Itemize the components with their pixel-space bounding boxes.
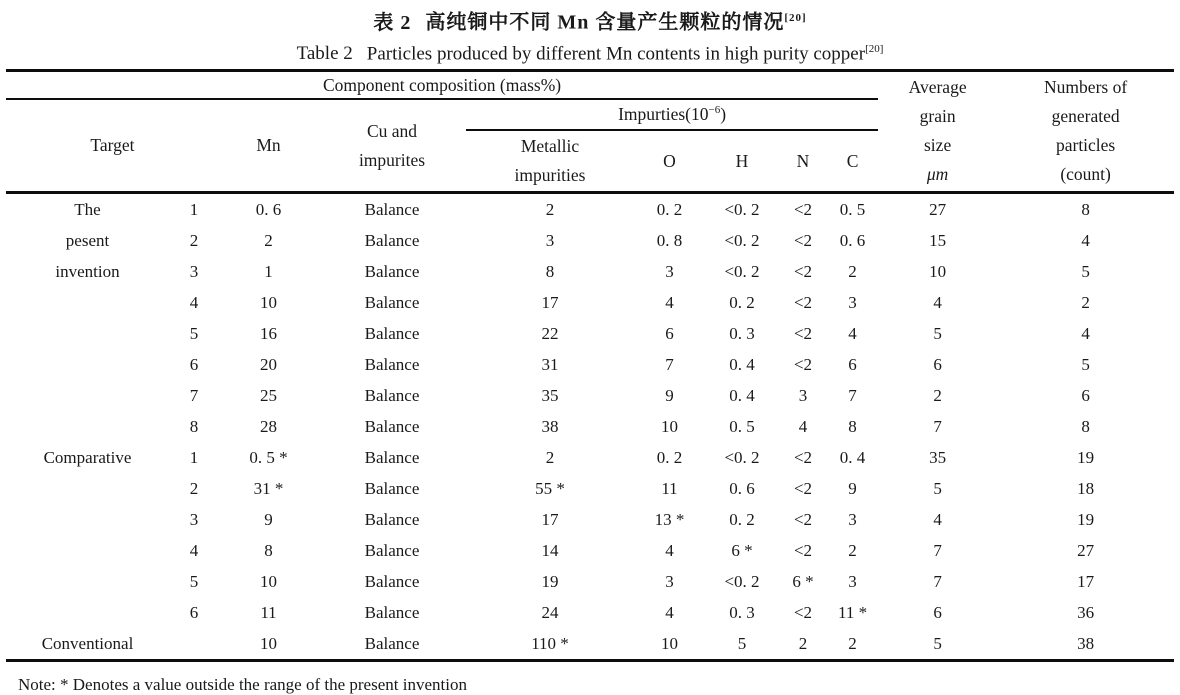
cell-h: 0. 4 [729, 385, 755, 405]
table-row [6, 628, 1174, 661]
cell-n: <2 [793, 354, 813, 374]
cell-c: 7 [848, 385, 857, 405]
table-row [6, 380, 1174, 411]
cell-average-grain-size: 6 [933, 602, 942, 622]
cell-o: 0. 2 [656, 447, 683, 467]
cell-generated-particles: 8 [1081, 416, 1090, 436]
cell-mn: 9 [264, 509, 273, 529]
cell-o: 10 [661, 416, 678, 436]
cell-generated-particles: 2 [1081, 292, 1090, 312]
cell-average-grain-size: 5 [933, 633, 942, 653]
table-row [6, 411, 1174, 442]
cell-o: 6 [665, 323, 674, 343]
cell-h: 0. 2 [729, 292, 755, 312]
carbon-header: C [827, 130, 878, 192]
cell-metallic-impurities: 55 * [535, 478, 565, 498]
cell-h: 0. 6 [729, 478, 755, 498]
table-row [6, 318, 1174, 349]
cell-metallic-impurities: 2 [545, 447, 555, 467]
cell-mn: 28 [260, 416, 277, 436]
cell-no: 8 [189, 416, 199, 436]
cell-mn: 16 [260, 323, 277, 343]
cell-no: 1 [189, 447, 199, 467]
cell-mn: 0. 5 * [249, 447, 288, 467]
cell-no: 5 [189, 323, 199, 343]
cell-mn: 8 [264, 540, 273, 560]
cell-c: 3 [848, 571, 857, 591]
cell-c: 0. 4 [839, 447, 866, 467]
cell-mn: 2 [264, 230, 273, 250]
table-row [6, 442, 1174, 473]
cell-cu-and-impurites: Balance [364, 447, 420, 467]
table-title-zh [0, 5, 1180, 36]
cell-metallic-impurities: 19 [541, 571, 559, 591]
cell-average-grain-size: 2 [933, 385, 942, 405]
cell-average-grain-size: 4 [933, 509, 942, 529]
table-row [6, 256, 1174, 287]
cell-c: 0. 6 [839, 230, 866, 250]
oxygen-header: O [634, 130, 705, 192]
cell-n: <2 [793, 478, 813, 498]
cell-generated-particles: 4 [1081, 323, 1090, 343]
cell-o: 11 [661, 478, 678, 498]
cell-average-grain-size: 15 [929, 230, 947, 250]
cell-mn: 0. 6 [255, 199, 282, 219]
cell-target [6, 349, 169, 380]
cell-h: 0. 5 [729, 416, 755, 436]
cell-cu-and-impurites: Balance [364, 261, 420, 281]
cell-cu-and-impurites: Balance [364, 540, 420, 560]
cell-h: <0. 2 [724, 447, 760, 467]
cell-n: <2 [793, 602, 813, 622]
table-row [6, 349, 1174, 380]
cell-n: 3 [798, 385, 808, 405]
cell-mn: 20 [260, 354, 277, 374]
cell-generated-particles: 19 [1077, 447, 1095, 467]
cell-average-grain-size: 10 [929, 261, 947, 281]
cell-metallic-impurities: 8 [545, 261, 555, 281]
cell-n: <2 [793, 292, 813, 312]
table-row [6, 597, 1174, 628]
table-title-en [0, 36, 1180, 67]
title-zh-number: 表 2 [373, 11, 412, 34]
cell-o: 3 [665, 571, 674, 591]
cell-mn: 10 [260, 292, 277, 312]
table-header [6, 70, 1174, 192]
cell-n: <2 [793, 199, 813, 219]
cell-target [6, 566, 169, 597]
title-en-number: Table 2 [296, 42, 353, 64]
table-row [6, 504, 1174, 535]
cell-metallic-impurities: 31 [541, 354, 559, 374]
impurities-header-exponent: −6 [708, 104, 721, 117]
cell-generated-particles: 5 [1081, 354, 1090, 374]
cell-generated-particles: 27 [1077, 540, 1095, 560]
header-line: impurities [514, 165, 586, 186]
cell-c: 3 [848, 292, 857, 312]
cell-metallic-impurities: 2 [545, 199, 555, 219]
nitrogen-header: N [779, 130, 827, 192]
cell-cu-and-impurites: Balance [364, 292, 420, 312]
cell-o: 4 [665, 292, 674, 312]
mn-header: Mn [219, 99, 318, 192]
cell-no: 6 [189, 602, 199, 622]
cell-target: invention [55, 261, 120, 281]
cell-average-grain-size: 35 [929, 447, 947, 467]
cell-n: <2 [793, 540, 813, 560]
header-line: Numbers of [1044, 77, 1128, 98]
cell-target [6, 380, 169, 411]
table-row [6, 192, 1174, 225]
cell-average-grain-size: 4 [933, 292, 942, 312]
cell-cu-and-impurites: Balance [364, 199, 420, 219]
title-zh-citation: [20] [784, 12, 807, 24]
cell-c: 8 [848, 416, 857, 436]
cell-target: Conventional [41, 633, 134, 653]
cell-generated-particles: 38 [1077, 633, 1095, 653]
cell-metallic-impurities: 24 [541, 602, 559, 622]
cell-generated-particles: 5 [1081, 261, 1090, 281]
cell-c: 3 [848, 509, 857, 529]
cell-no: 6 [189, 354, 199, 374]
cell-h: 5 [737, 633, 747, 653]
cell-h: <0. 2 [724, 261, 760, 281]
header-line: generated [1051, 106, 1120, 127]
cell-average-grain-size: 7 [933, 540, 942, 560]
cell-n: <2 [793, 509, 813, 529]
cell-c: 11 * [837, 602, 868, 622]
cell-h: 0. 3 [729, 323, 755, 343]
cell-cu-and-impurites: Balance [364, 509, 420, 529]
cell-no: 1 [189, 199, 199, 219]
hydrogen-header: H [705, 130, 779, 192]
cell-metallic-impurities: 110 * [531, 633, 569, 653]
table-footnote: Note: * Denotes a value outside the range of the present invention [18, 674, 467, 694]
cell-generated-particles: 4 [1081, 230, 1090, 250]
cell-generated-particles: 18 [1077, 478, 1095, 498]
cell-n: <2 [793, 447, 813, 467]
cell-metallic-impurities: 22 [541, 323, 559, 343]
cell-o: 4 [665, 602, 674, 622]
cell-no: 7 [189, 385, 199, 405]
cell-c: 6 [848, 354, 857, 374]
title-zh-text: 高纯铜中不同 Mn 含量产生颗粒的情况 [425, 11, 785, 34]
cell-c: 4 [848, 323, 857, 343]
cell-o: 7 [665, 354, 674, 374]
cell-h: 0. 2 [729, 509, 755, 529]
cell-h: 0. 4 [729, 354, 755, 374]
cell-n: 6 * [792, 571, 814, 591]
header-line: size [924, 135, 952, 156]
title-en-text: Particles produced by different Mn contents in high purity copper [366, 42, 866, 64]
cell-cu-and-impurites: Balance [364, 571, 420, 591]
cell-target: Comparative [43, 447, 132, 467]
cell-metallic-impurities: 17 [541, 292, 559, 312]
cell-cu-and-impurites: Balance [364, 385, 420, 405]
cell-cu-and-impurites: Balance [364, 602, 420, 622]
cell-generated-particles: 19 [1077, 509, 1095, 529]
cell-metallic-impurities: 38 [541, 416, 559, 436]
cell-generated-particles: 36 [1077, 602, 1095, 622]
cell-h: <0. 2 [724, 571, 760, 591]
table-row [6, 535, 1174, 566]
cell-target [6, 597, 169, 628]
cell-n: <2 [793, 323, 813, 343]
cell-o: 13 * [654, 509, 685, 529]
cell-cu-and-impurites: Balance [364, 416, 420, 436]
cell-c: 9 [848, 478, 857, 498]
cell-o: 10 [661, 633, 678, 653]
header-line: Metallic [520, 136, 580, 157]
cell-average-grain-size: 5 [933, 478, 942, 498]
cell-cu-and-impurites: Balance [364, 354, 420, 374]
generated-particles-header [997, 70, 1174, 192]
table-row [6, 225, 1174, 256]
title-en-citation: [20] [865, 42, 884, 55]
cell-metallic-impurities: 17 [541, 509, 559, 529]
impurities-header-paren: ) [720, 104, 727, 125]
cell-target [6, 535, 169, 566]
metallic-impurities-header [466, 130, 634, 192]
table-row [6, 473, 1174, 504]
cell-target [6, 411, 169, 442]
cell-no: 2 [189, 478, 199, 498]
cell-generated-particles: 6 [1081, 385, 1090, 405]
cell-average-grain-size: 7 [933, 571, 942, 591]
table-row [6, 287, 1174, 318]
cell-mn: 11 [260, 602, 277, 622]
cell-cu-and-impurites: Balance [364, 633, 420, 653]
header-line: grain [919, 106, 956, 127]
cell-no: 2 [189, 230, 199, 250]
cell-o: 9 [665, 385, 674, 405]
cell-target: pesent [65, 230, 110, 250]
cell-h: 0. 3 [729, 602, 755, 622]
cell-no: 5 [189, 571, 199, 591]
header-line: particles [1055, 135, 1116, 156]
cell-mn: 10 [260, 571, 277, 591]
cell-generated-particles: 8 [1081, 199, 1090, 219]
cell-target: The [74, 199, 101, 219]
header-line: impurites [358, 149, 426, 170]
header-line: (count) [1060, 164, 1111, 185]
cell-cu-and-impurites: Balance [364, 478, 420, 498]
average-grain-size-header [878, 70, 997, 192]
cell-n: <2 [793, 230, 813, 250]
cell-c: 2 [848, 633, 857, 653]
cell-n: 2 [798, 633, 808, 653]
cell-mn: 1 [264, 261, 273, 281]
cell-o: 4 [665, 540, 674, 560]
cell-c: 2 [848, 261, 857, 281]
cell-no: 3 [189, 509, 199, 529]
cell-no: 4 [189, 540, 199, 560]
cell-target [6, 318, 169, 349]
cell-mn: 10 [260, 633, 277, 653]
cell-target [6, 504, 169, 535]
cell-metallic-impurities: 35 [541, 385, 559, 405]
header-line-mu-unit: μm [926, 164, 949, 185]
cell-n: 4 [798, 416, 808, 436]
cell-target [6, 473, 169, 504]
component-composition-header: Component composition (mass%) [6, 70, 878, 99]
cell-c: 2 [848, 540, 857, 560]
target-header: Target [6, 99, 219, 192]
impurities-header [466, 99, 878, 130]
cell-h: <0. 2 [724, 199, 760, 219]
cell-metallic-impurities: 14 [541, 540, 559, 560]
cell-metallic-impurities: 3 [545, 230, 555, 250]
cell-c: 0. 5 [839, 199, 866, 219]
cu-and-impurites-header [318, 99, 466, 192]
cell-o: 0. 8 [656, 230, 683, 250]
cell-average-grain-size: 6 [933, 354, 942, 374]
cell-o: 0. 2 [656, 199, 683, 219]
cell-average-grain-size: 7 [933, 416, 942, 436]
cell-h: 6 * [731, 540, 753, 560]
header-line: Average [908, 77, 967, 98]
cell-mn: 25 [260, 385, 277, 405]
cell-h: <0. 2 [724, 230, 760, 250]
cell-cu-and-impurites: Balance [364, 323, 420, 343]
cell-mn: 31 * [253, 478, 284, 498]
cell-n: <2 [793, 261, 813, 281]
impurities-header-text: Impurties(10 [618, 104, 709, 125]
cell-no: 3 [189, 261, 199, 281]
header-line: Cu and [366, 120, 418, 141]
table-body [6, 192, 1174, 660]
data-table [6, 69, 1174, 662]
cell-no: 4 [189, 292, 199, 312]
cell-average-grain-size: 27 [929, 199, 947, 219]
cell-generated-particles: 17 [1077, 571, 1095, 591]
cell-no [169, 628, 219, 661]
cell-average-grain-size: 5 [933, 323, 942, 343]
cell-target [6, 287, 169, 318]
cell-cu-and-impurites: Balance [364, 230, 420, 250]
table-row [6, 566, 1174, 597]
cell-o: 3 [665, 261, 674, 281]
